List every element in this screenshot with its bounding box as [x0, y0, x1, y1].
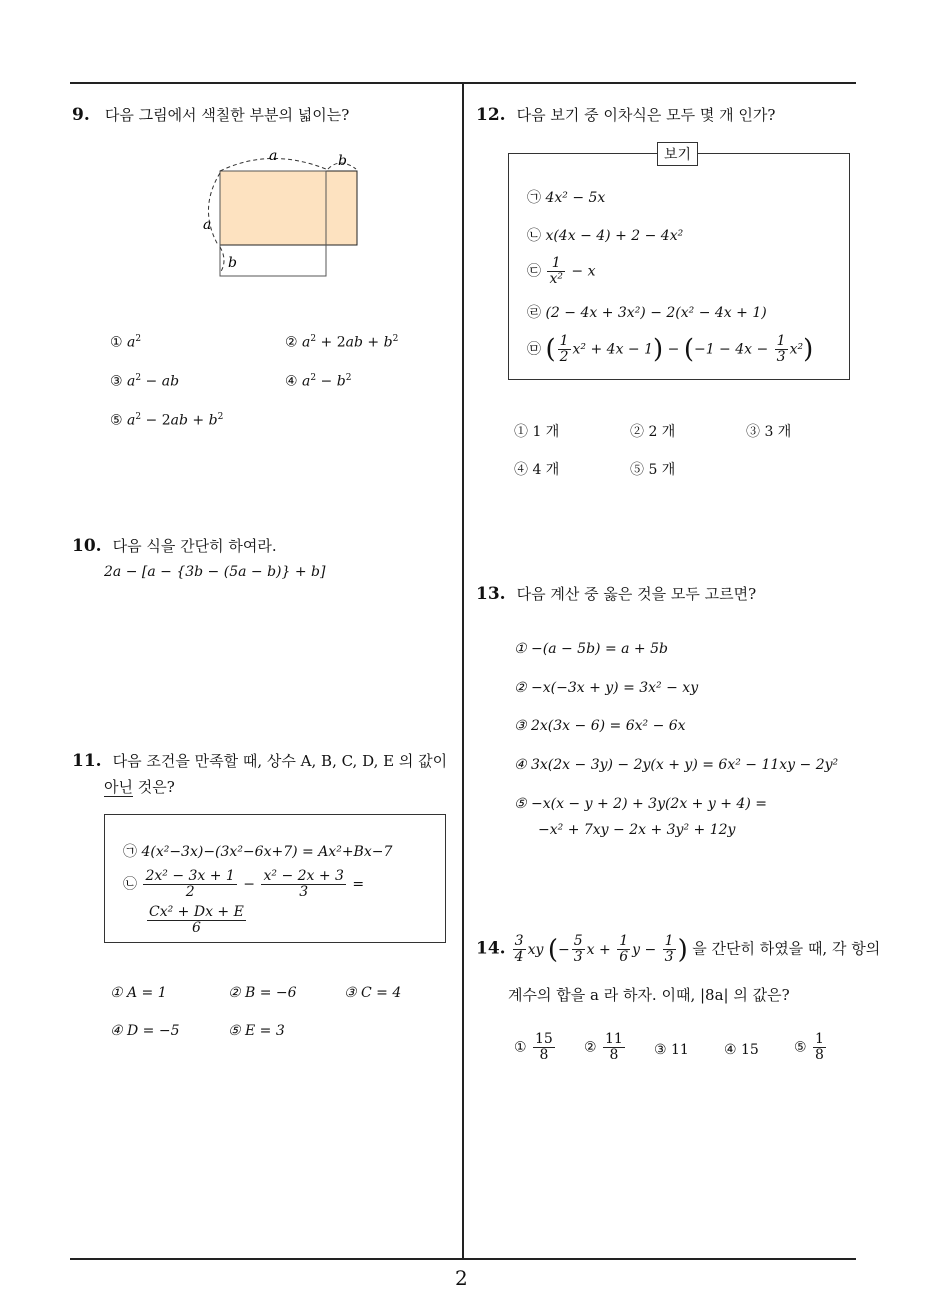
item-label: ㉢	[527, 263, 541, 280]
expr-part: y −	[632, 941, 661, 958]
question-11	[72, 750, 447, 771]
minus-sign: −	[243, 876, 256, 893]
choice-3[interactable]: ③ $a^2$ − ab	[110, 373, 180, 390]
choice-4[interactable]: ④ D = −5	[110, 1023, 180, 1039]
choice-2[interactable]: ② 2 개	[630, 424, 676, 440]
item-expr-part: x² + 4x − 1	[572, 341, 654, 358]
condition-expr: 4(x²−3x)−(3x²−6x+7) = Ax²+Bx−7	[141, 844, 393, 860]
choice-5[interactable]: ⑤ −x(x − y + 2) + 3y(2x + y + 4) =	[514, 796, 767, 812]
emphasis-underline: 아닌	[104, 778, 133, 796]
choice-1[interactable]: ① $a^2$	[110, 334, 142, 351]
item-expr: x(4x − 4) + 2 − 4x²	[545, 228, 684, 244]
item-label: ㉡	[527, 228, 541, 244]
fraction	[513, 934, 526, 965]
choice-3[interactable]: ③ C = 4	[344, 985, 402, 1001]
box-title: 보기	[657, 142, 698, 166]
choice-1[interactable]	[514, 1032, 557, 1063]
question-number: 9.	[72, 105, 90, 125]
shaded-region	[220, 171, 357, 245]
numerator: x² − 2x + 3	[263, 868, 344, 884]
question-text-line2	[104, 776, 175, 797]
choice-4[interactable]: ④ 15	[724, 1042, 759, 1058]
choice-3[interactable]: ③ 11	[654, 1042, 689, 1058]
item-label: ㉣	[527, 305, 541, 321]
fraction	[572, 934, 585, 965]
choice-2[interactable]	[584, 1032, 627, 1063]
numerator: 1	[776, 333, 786, 349]
numerator: 15	[535, 1031, 553, 1047]
q10-expression: 2a − [a − {3b − (5a − b)} + b]	[104, 564, 326, 580]
denominator: 3	[573, 949, 583, 965]
condition-b	[123, 869, 364, 900]
numerator: 5	[573, 933, 583, 949]
choice-label: ⑤	[794, 1039, 807, 1056]
question-number: 10.	[72, 536, 102, 556]
item-expr: 4x² − 5x	[545, 190, 606, 206]
choice-label: ①	[514, 1039, 527, 1056]
question-10	[72, 535, 277, 556]
numerator: 1	[815, 1031, 824, 1047]
numerator: 3	[514, 933, 524, 949]
label-b-bottom: b	[228, 255, 237, 271]
item-3	[527, 256, 596, 287]
denominator: 8	[815, 1047, 824, 1063]
question-text: 다음 보기 중 이차식은 모두 몇 개 인가?	[516, 106, 776, 124]
item-label: ㉠	[527, 190, 541, 206]
minus-sign: −	[663, 341, 684, 358]
choice-label: ②	[584, 1039, 597, 1056]
label-a-left: a	[203, 217, 212, 233]
choice-2[interactable]: ② −x(−3x + y) = 3x² − xy	[514, 680, 699, 696]
choice-2[interactable]: ② B = −6	[228, 985, 297, 1001]
question-text-line2: 계수의 합을 a 라 하자. 이때, |8a| 의 값은?	[508, 986, 790, 1004]
choice-2[interactable]: ② $a^2 + 2ab + b^2$	[285, 334, 399, 351]
question-number: 12.	[476, 105, 506, 125]
denominator: 3	[776, 349, 786, 365]
question-text: 다음 그림에서 색칠한 부분의 넓이는?	[104, 106, 350, 124]
question-text: 을 간단히 하였을 때, 각 항의	[692, 939, 881, 958]
label-b-top: b	[338, 153, 347, 169]
choice-1[interactable]: ① 1 개	[514, 424, 560, 440]
choice-4[interactable]: ④ 3x(2x − 3y) − 2y(x + y) = 6x² − 11xy − 2y²	[514, 757, 839, 773]
question-number: 13.	[476, 584, 506, 604]
denominator: 3	[664, 949, 674, 965]
numerator: 1	[559, 333, 569, 349]
item-2	[527, 225, 683, 245]
fraction	[533, 1032, 555, 1063]
question-9	[72, 104, 349, 125]
arc-a-left	[208, 173, 220, 245]
fraction	[775, 334, 788, 365]
item-expr: (2 − 4x + 3x²) − 2(x² − 4x + 1)	[545, 305, 767, 321]
question-text: 다음 조건을 만족할 때, 상수 A, B, C, D, E 의 값이	[112, 752, 448, 770]
q12-example-box	[508, 147, 850, 380]
question-text: 다음 식을 간단히 하여라.	[112, 537, 277, 555]
choice-5[interactable]: ⑤ 5 개	[630, 462, 676, 478]
question-14	[476, 934, 880, 965]
fraction	[547, 256, 565, 287]
fraction	[558, 334, 571, 365]
question-expression: $\frac{3}{4}$ xy (− $\frac{5}{3}$ x + $\frac{1}{6}$ y − $\frac{1}{3}$ )	[514, 933, 688, 965]
expr-part: x +	[586, 941, 616, 958]
choice-3[interactable]: ③ 3 개	[746, 424, 792, 440]
question-text-rest: 것은?	[132, 778, 175, 796]
numerator: 1	[619, 933, 629, 949]
denominator: 6	[191, 920, 201, 936]
item-5: ㉤ ( $\frac{1}{2}$ x² + 4x − 1) − (−1 − 4x − $\frac{1}{3}$ x²)	[527, 333, 814, 365]
denominator: 8	[539, 1047, 549, 1063]
choice-1[interactable]: ① A = 1	[110, 985, 167, 1001]
numerator: 1	[547, 256, 565, 272]
denominator: 8	[609, 1047, 619, 1063]
choice-4[interactable]: ④ $a^2 - b^2$	[285, 373, 352, 390]
fraction	[617, 934, 630, 965]
condition-b-rhs	[145, 905, 248, 936]
fraction-1	[143, 869, 236, 900]
numerator: Cx² + Dx + E	[149, 904, 244, 920]
numerator: 2x² − 3x + 1	[145, 868, 235, 884]
fraction-3	[147, 905, 246, 936]
denominator: x²	[549, 271, 563, 287]
question-number: 14.	[476, 938, 506, 959]
bottom-rule	[70, 1258, 856, 1260]
condition-a	[123, 841, 392, 861]
page-number: 2	[455, 1266, 468, 1290]
question-text: 다음 계산 중 옳은 것을 모두 고르면?	[516, 585, 757, 603]
item-label: ㉤	[527, 341, 541, 358]
fraction-2	[261, 869, 345, 900]
condition-label: ㉠	[123, 844, 137, 860]
numerator: 1	[664, 933, 674, 949]
q9-figure	[190, 145, 380, 285]
choice-1[interactable]: ① −(a − 5b) = a + 5b	[514, 641, 668, 657]
item-expr-rest: − x	[566, 263, 596, 280]
fraction	[603, 1032, 625, 1063]
q11-condition-box	[104, 814, 446, 943]
column-divider	[462, 82, 464, 1260]
denominator: 3	[299, 884, 309, 900]
denominator: 6	[619, 949, 629, 965]
choice-5[interactable]: ⑤ $a^2 - 2ab + b^2$	[110, 412, 224, 429]
choice-5[interactable]: ⑤ E = 3	[228, 1023, 285, 1039]
arc-b-bottom	[220, 247, 224, 273]
numerator: 11	[605, 1031, 623, 1047]
choice-5-continued: −x² + 7xy − 2x + 3y² + 12y	[538, 822, 736, 838]
denominator: 2	[559, 349, 569, 365]
question-number: 11.	[72, 751, 102, 771]
denominator: 2	[185, 884, 195, 900]
item-expr-part: x²	[789, 341, 804, 358]
equals-sign: =	[352, 876, 365, 893]
choice-3[interactable]: ③ 2x(3x − 6) = 6x² − 6x	[514, 718, 686, 734]
item-4	[527, 302, 767, 322]
choice-4[interactable]: ④ 4 개	[514, 462, 560, 478]
question-13	[476, 583, 756, 604]
fraction	[663, 934, 676, 965]
label-a-top: a	[269, 148, 278, 164]
denominator: 4	[514, 949, 524, 965]
expr-part: xy	[527, 941, 544, 958]
item-1	[527, 187, 605, 207]
item-expr-part: −1 − 4x −	[693, 341, 773, 358]
question-12	[476, 104, 775, 125]
choice-5[interactable]	[794, 1032, 828, 1063]
fraction	[813, 1032, 826, 1063]
condition-label: ㉡	[123, 876, 137, 893]
